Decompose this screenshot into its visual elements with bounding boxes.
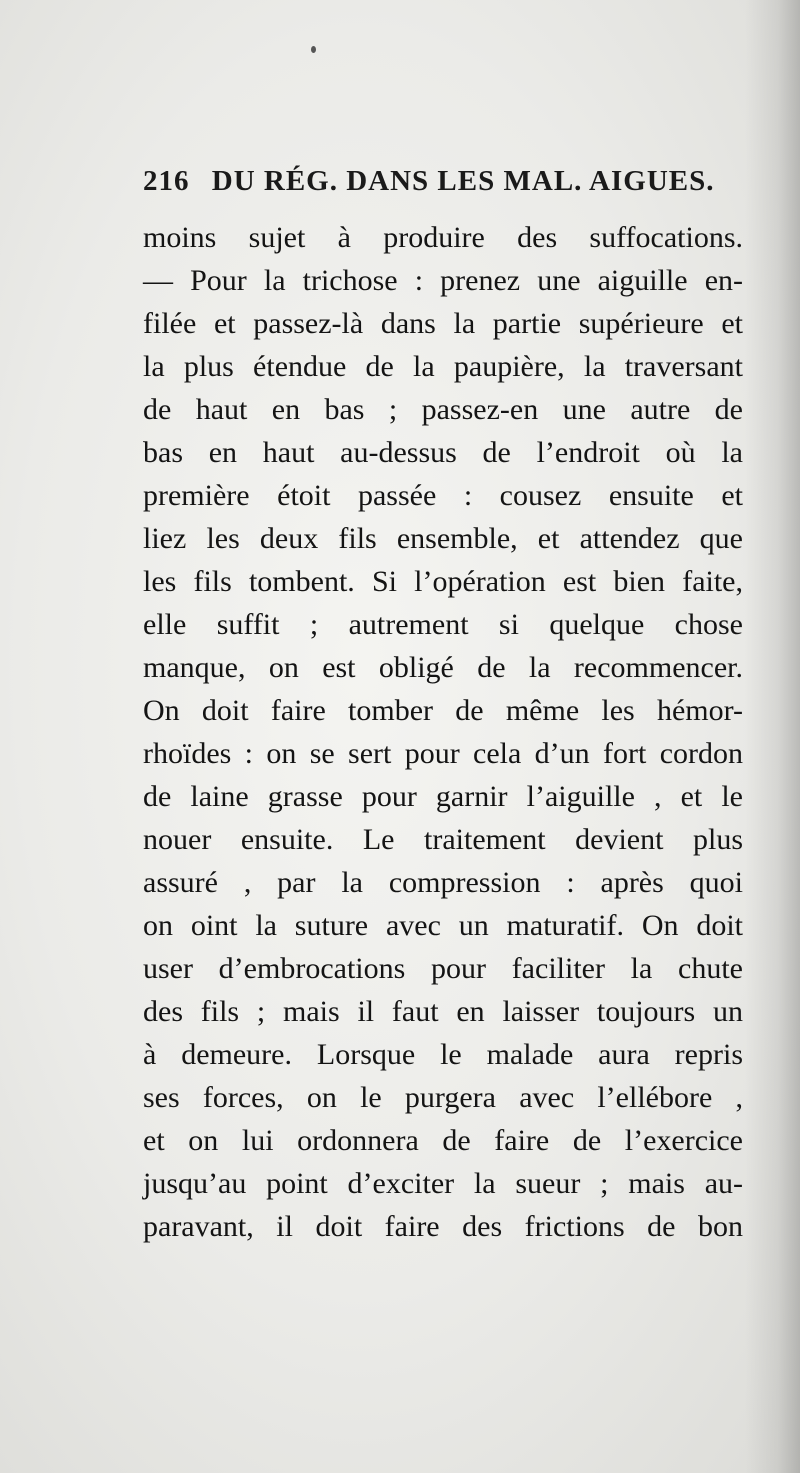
text-line: filée et passez-là dans la partie supérieure et [143, 307, 743, 340]
text-line: première étoit passée : cousez ensuite et [143, 479, 743, 512]
text-line: de haut en bas ; passez-en une autre de [143, 393, 743, 426]
text-line: user d’embrocations pour faciliter la chute [143, 952, 743, 985]
text-line: et on lui ordonnera de faire de l’exercice [143, 1124, 743, 1157]
text-line: — Pour la trichose : prenez une aiguille en- [143, 264, 743, 297]
text-line: jusqu’au point d’exciter la sueur ; mais au- [143, 1167, 743, 1200]
running-title: DU RÉG. DANS LES MAL. AIGUES. [211, 165, 715, 197]
running-header [143, 165, 715, 205]
text-line: la plus étendue de la paupière, la traversant [143, 350, 743, 383]
text-line: On doit faire tomber de même les hémor- [143, 694, 743, 727]
text-line: liez les deux fils ensemble, et attendez que [143, 522, 743, 555]
text-line: moins sujet à produire des suffocations. [143, 221, 743, 254]
text-line: des fils ; mais il faut en laisser toujours un [143, 995, 743, 1028]
text-line: bas en haut au-dessus de l’endroit où la [143, 436, 743, 469]
text-line: manque, on est obligé de la recommencer. [143, 651, 743, 684]
text-line: rhoïdes : on se sert pour cela d’un fort cordon [143, 737, 743, 770]
text-line: paravant, il doit faire des frictions de bon [143, 1210, 743, 1243]
text-line: on oint la suture avec un maturatif. On doit [143, 909, 743, 942]
text-line: de laine grasse pour garnir l’aiguille , et le [143, 780, 743, 813]
text-line: à demeure. Lorsque le malade aura repris [143, 1038, 743, 1071]
body-text [143, 216, 743, 1248]
text-line: nouer ensuite. Le traitement devient plus [143, 823, 743, 856]
text-line: ses forces, on le purgera avec l’ellébore , [143, 1081, 743, 1114]
text-line: elle suffit ; autrement si quelque chose [143, 608, 743, 641]
text-line: assuré , par la compression : après quoi [143, 866, 743, 899]
paper-speck [311, 46, 316, 53]
text-line: les fils tombent. Si l’opération est bien faite, [143, 565, 743, 598]
page-number: 216 [143, 165, 190, 197]
page-edge-shadow [745, 0, 800, 1473]
